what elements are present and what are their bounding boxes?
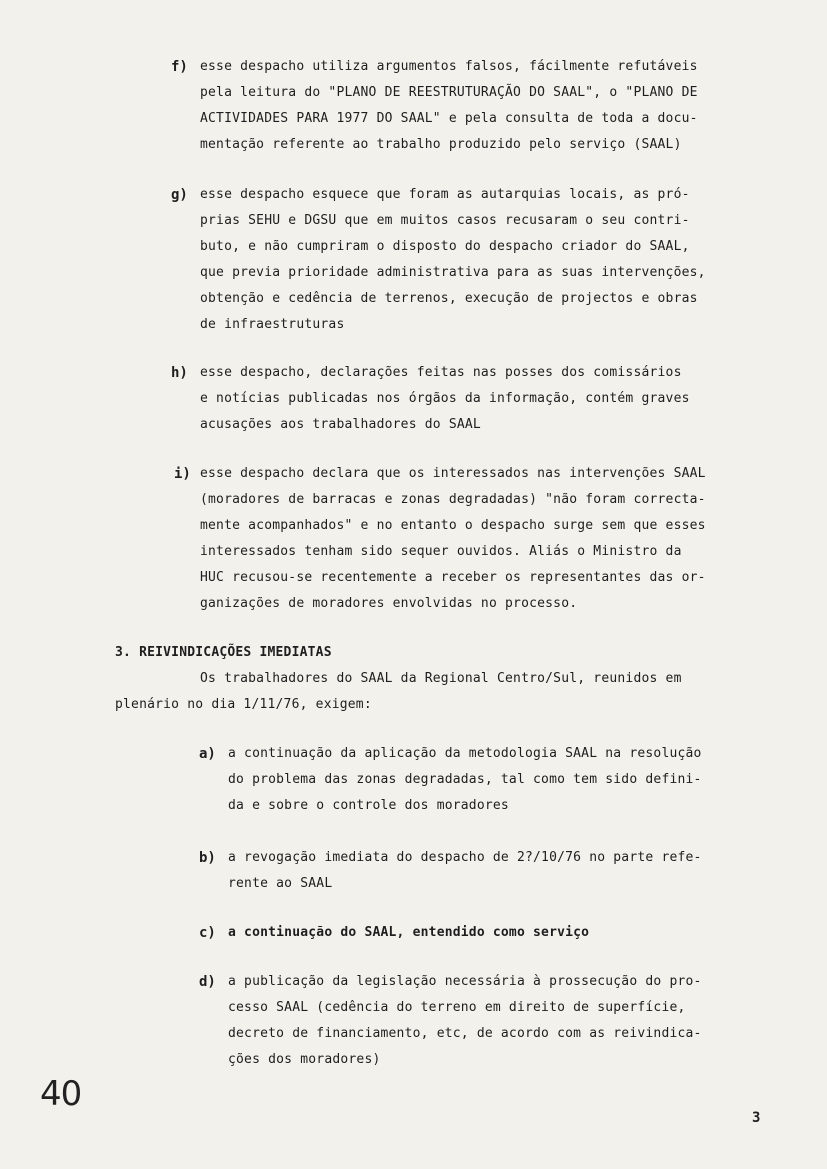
- text-line: interessados tenham sido sequer ouvidos. Aliás o Ministro da: [200, 544, 682, 559]
- handwritten-number: 40: [40, 1074, 82, 1114]
- intro-line: plenário no dia 1/11/76, exigem:: [115, 697, 372, 712]
- text-line: buto, e não cumpriram o disposto do despacho criador do SAAL,: [200, 239, 690, 254]
- text-line: decreto de financiamento, etc, de acordo com as reivindica-: [228, 1026, 702, 1041]
- text-line: mentação referente ao trabalho produzido pelo serviço (SAAL): [200, 137, 682, 152]
- intro-line: Os trabalhadores do SAAL da Regional Centro/Sul, reunidos em: [200, 671, 682, 686]
- item-i-marker: i): [174, 466, 191, 482]
- item-h-marker: h): [171, 365, 188, 381]
- demand-d-marker: d): [199, 974, 216, 990]
- text-line: mente acompanhados" e no entanto o despacho surge sem que esses: [200, 518, 706, 533]
- text-line: a publicação da legislação necessária à prossecução do pro-: [228, 974, 702, 989]
- text-line: a continuação da aplicação da metodologia SAAL na resolução: [228, 746, 702, 761]
- section-title: 3. REIVINDICAÇÕES IMEDIATAS: [115, 645, 332, 660]
- item-i-text: [200, 461, 706, 617]
- text-line: (moradores de barracas e zonas degradadas) "não foram correcta-: [200, 492, 706, 507]
- text-line: de infraestruturas: [200, 317, 345, 332]
- demand-c-text: [228, 920, 589, 946]
- text-line: ACTIVIDADES PARA 1977 DO SAAL" e pela consulta de toda a docu-: [200, 111, 698, 126]
- section-intro: [115, 666, 682, 718]
- text-line: acusações aos trabalhadores do SAAL: [200, 417, 481, 432]
- text-line: rente ao SAAL: [228, 876, 333, 891]
- text-line: ções dos moradores): [228, 1052, 381, 1067]
- demand-c-marker: c): [199, 925, 216, 941]
- text-line: cesso SAAL (cedência do terreno em direito de superfície,: [228, 1000, 686, 1015]
- text-line: pela leitura do "PLANO DE REESTRUTURAÇÃO DO SAAL", o "PLANO DE: [200, 85, 698, 100]
- text-line: esse despacho declara que os interessados nas intervenções SAAL: [200, 466, 706, 481]
- demand-a-marker: a): [199, 746, 216, 762]
- text-line: obtenção e cedência de terrenos, execução de projectos e obras: [200, 291, 698, 306]
- item-g-text: [200, 182, 706, 338]
- text-line: esse despacho esquece que foram as autarquias locais, as pró-: [200, 187, 690, 202]
- demand-b-marker: b): [199, 850, 216, 866]
- item-h-text: [200, 360, 690, 438]
- demand-d-text: [228, 969, 702, 1073]
- text-line: esse despacho utiliza argumentos falsos, fácilmente refutáveis: [200, 59, 698, 74]
- text-line: a revogação imediata do despacho de 2?/10/76 no parte refe-: [228, 850, 702, 865]
- text-line: do problema das zonas degradadas, tal como tem sido defini-: [228, 772, 702, 787]
- page-number: 3: [752, 1110, 761, 1126]
- text-line: prias SEHU e DGSU que em muitos casos recusaram o seu contri-: [200, 213, 690, 228]
- item-f-text: [200, 54, 698, 158]
- text-line: da e sobre o controle dos moradores: [228, 798, 509, 813]
- item-g-marker: g): [171, 187, 188, 203]
- item-f-marker: f): [171, 59, 188, 75]
- demand-b-text: [228, 845, 702, 897]
- section-heading: [115, 640, 332, 666]
- text-line: que previa prioridade administrativa para as suas intervenções,: [200, 265, 706, 280]
- text-line: a continuação do SAAL, entendido como serviço: [228, 925, 590, 940]
- text-line: ganizações de moradores envolvidas no processo.: [200, 596, 578, 611]
- text-line: HUC recusou-se recentemente a receber os representantes das or-: [200, 570, 706, 585]
- text-line: e notícias publicadas nos órgãos da informação, contém graves: [200, 391, 690, 406]
- demand-a-text: [228, 741, 702, 819]
- text-line: esse despacho, declarações feitas nas posses dos comissários: [200, 365, 682, 380]
